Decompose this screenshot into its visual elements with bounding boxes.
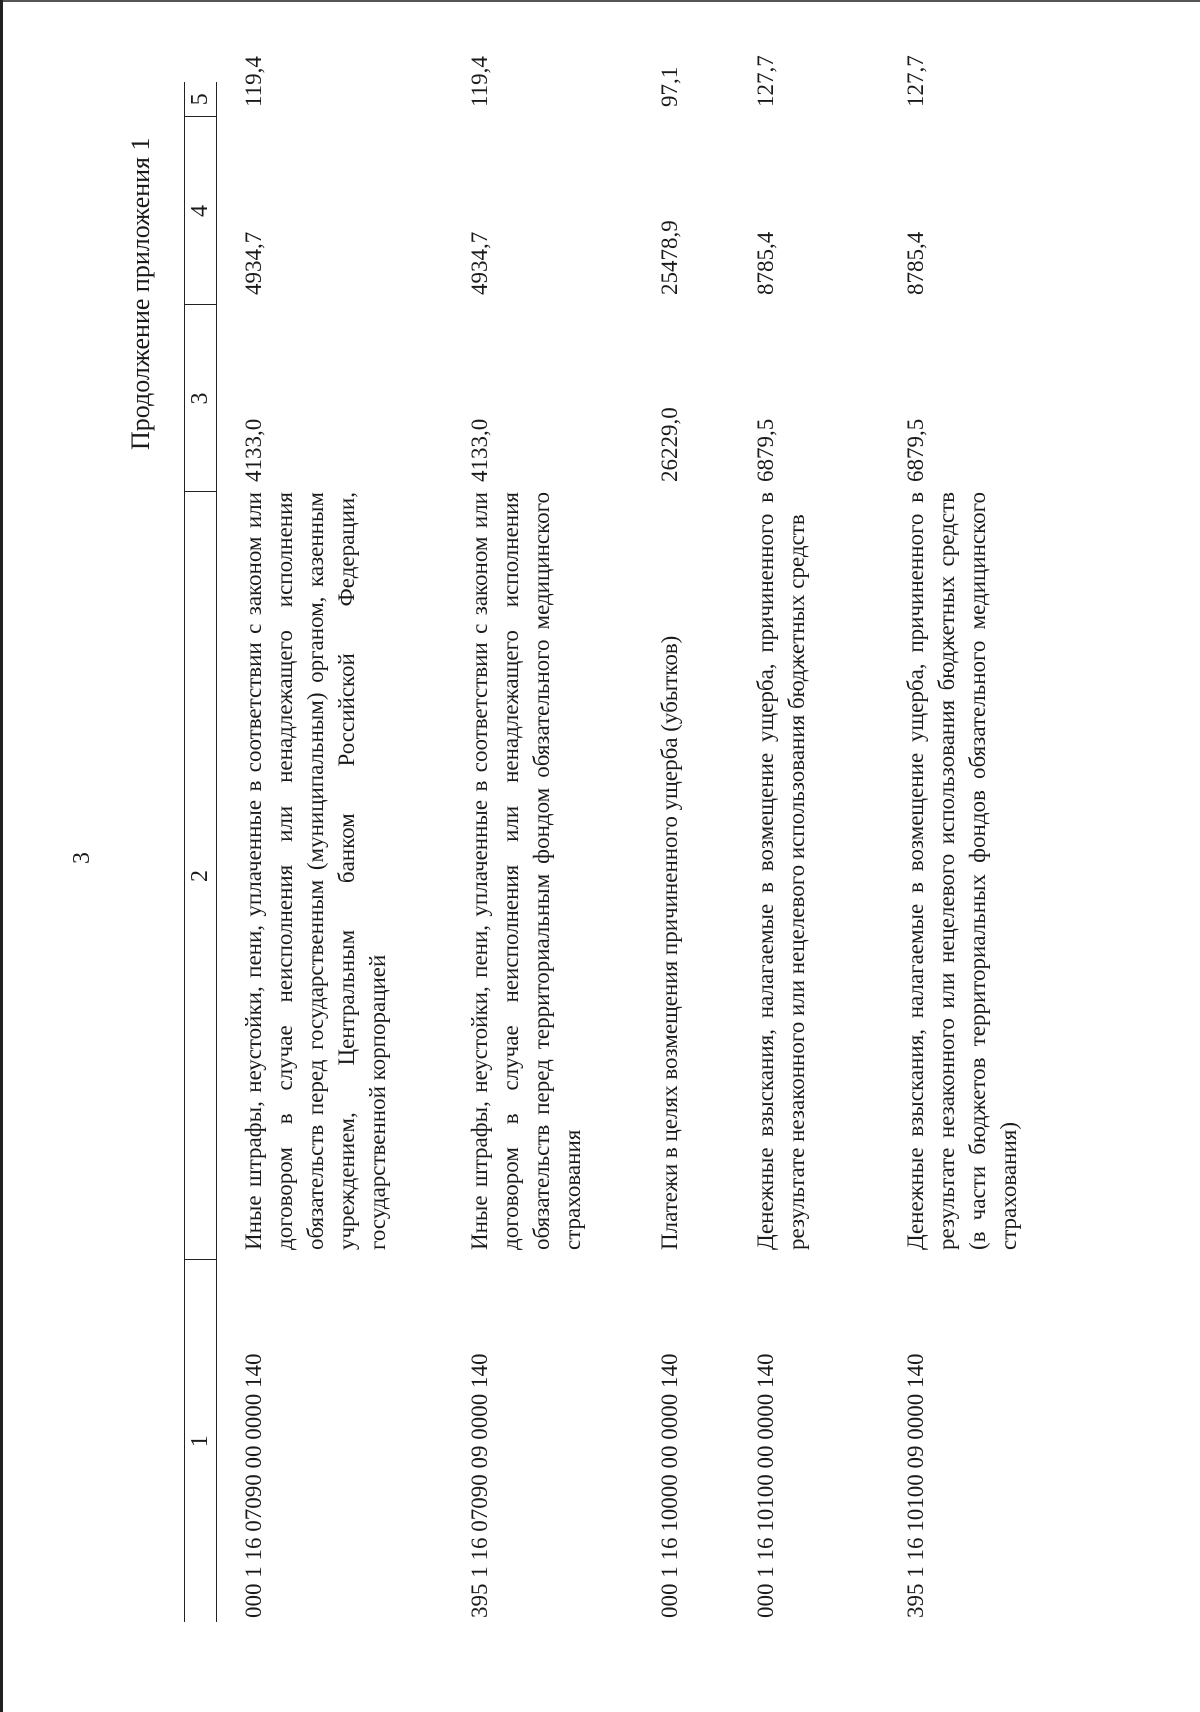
budget-code: 000 1 16 10000 00 0000 140: [657, 1353, 682, 1618]
header-row: [185, 82, 217, 1622]
page-number: 3: [69, 852, 95, 864]
income-description: Денежные взыскания, налагаемые в возмещение ущерба, причиненного в результате незаконного или нецелевого использования бюджетных средств (в части бюджетов территориальных фондов обязательного медицинского страхования): [903, 492, 1021, 1250]
value-col-3: 6879,5: [903, 418, 928, 482]
value-col-5: 127,7: [903, 55, 928, 107]
income-description: Иные штрафы, неустойки, пени, уплаченные в соответствии с законом или договором в случае неисполнения или ненадлежащего исполнения обязательств перед территориальным фондом обязательного медицинского страхования: [467, 492, 585, 1250]
header-col-3: 3: [185, 305, 217, 492]
budget-code: 000 1 16 07090 00 0000 140: [241, 1353, 266, 1618]
value-col-4: 4934,7: [241, 231, 266, 295]
header-col-1: 1: [185, 1260, 217, 1622]
continuation-title: Продолжение приложения 1: [126, 137, 155, 450]
table-row: [217, 82, 465, 1622]
value-col-4: 8785,4: [903, 231, 928, 295]
budget-code: 395 1 16 10100 09 0000 140: [903, 1353, 928, 1618]
value-col-3: 4133,0: [467, 418, 492, 482]
income-description: Иные штрафы, неустойки, пени, уплаченные в соответствии с законом или договором в случае неисполнения или ненадлежащего исполнения обязательств перед государственным (муниципальным) органом, казенным учреждением, Центральным банком Российской Федерации, государственной корпорацией: [241, 492, 390, 1250]
value-col-5: 127,7: [753, 55, 778, 107]
value-col-4: 4934,7: [467, 231, 492, 295]
value-col-3: 4133,0: [241, 418, 266, 482]
value-col-5: 119,4: [467, 56, 492, 107]
header-col-4: 4: [185, 117, 217, 305]
value-col-5: 97,1: [657, 66, 682, 107]
header-col-2: 2: [185, 492, 217, 1260]
table-row: [900, 82, 1060, 1622]
value-col-3: 6879,5: [753, 418, 778, 482]
table-body: [217, 55, 1061, 1622]
table-row: [464, 82, 654, 1622]
budget-code: 395 1 16 07090 09 0000 140: [467, 1353, 492, 1618]
header-col-5: 5: [185, 82, 217, 117]
table-header: [185, 82, 217, 1622]
value-col-5: 119,4: [241, 56, 266, 107]
value-col-3: 26229,0: [657, 407, 682, 482]
table-row: [654, 82, 750, 1622]
value-col-4: 8785,4: [753, 231, 778, 295]
income-description: Денежные взыскания, налагаемые в возмещение ущерба, причиненного в результате незаконного или нецелевого использования бюджетных средств: [753, 492, 809, 1250]
budget-code: 000 1 16 10100 00 0000 140: [753, 1353, 778, 1618]
value-col-4: 25478,9: [657, 220, 682, 295]
income-description: Платежи в целях возмещения причиненного ущерба (убытков): [657, 635, 682, 1250]
revenue-table: [184, 55, 1060, 1622]
table-row: [750, 82, 900, 1622]
